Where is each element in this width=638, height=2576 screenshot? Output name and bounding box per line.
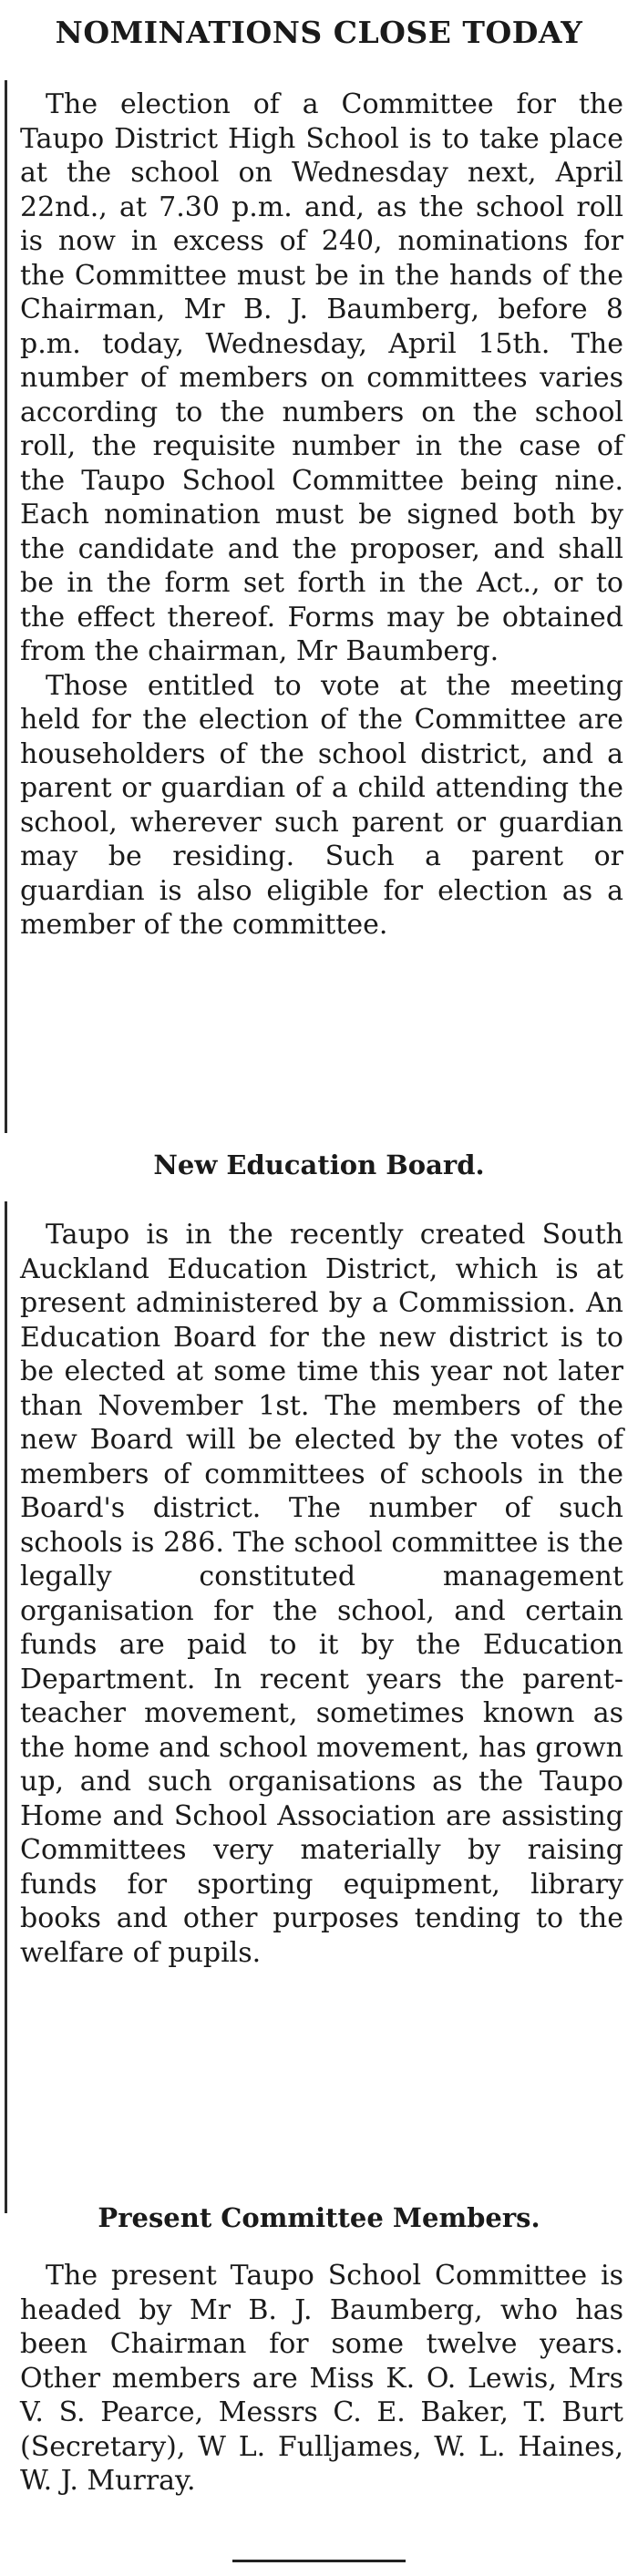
column-rule-education-board (5, 1201, 7, 2213)
intro-paragraph-1: The election of a Committee for the Taupo District High School is to take place at the school on Wednesday next, April 22nd., at 7.30 p.m. and, as the school roll is now in excess of 240, nominations for the Committee must be in the hands of the Chairman, Mr B. J. Baumberg, before 8 p.m. today, Wednesday, April 15th. The number of members on committees varies according to the numbers on the school roll, the requisite number in the case of the Taupo School Committee being nine. Each nomination must be signed both by the candidate and the proposer, and shall be in the form set forth in the Act., or to the effect thereof. Forms may be obtained from the chairman, Mr Baumberg. (20, 88, 623, 667)
column-rule-intro (5, 80, 7, 1133)
committee-members-paragraph: The present Taupo School Committee is headed by Mr B. J. Baumberg, who has been Chairman for some twelve years. Other members are Miss K. O. Lewis, Mrs V. S. Pearce, Messrs C. E. Baker, T. Burt (Secretary), W L. Fulljames, W. L. Haines, W. J. Murray. (20, 2260, 623, 2497)
headline: NOMINATIONS CLOSE TODAY (55, 15, 583, 50)
section-heading-education-board: New Education Board. (153, 1149, 485, 1180)
end-rule (232, 2560, 406, 2562)
section-heading-committee-members: Present Committee Members. (98, 2202, 540, 2233)
education-board-paragraph: Taupo is in the recently created South Auckland Education District, which is at present administered by a Commission. An Education Board for the new district is to be elected at some time this year not later than November 1st. The members of the new Board will be elected by the votes of members of committees of schools in the Board's district. The number of such schools is 286. The school committee is the legally constituted management organisation for the school, and certain funds are paid to it by the Education Department. In recent years the parent-teacher movement, sometimes known as the home and school movement, has grown up, and such organisations as the Taupo Home and School Association are assisting Committees very materially by raising funds for sporting equipment, library books and other purposes tending to the welfare of pupils. (20, 1219, 623, 1969)
intro-section (20, 88, 623, 943)
intro-paragraph-2: Those entitled to vote at the meeting held for the election of the Committee are householders of the school district, and a parent or guardian of a child attending the school, wherever such parent or guardian may be residing. Such a parent or guardian is also eligible for election as a member of the committee. (20, 669, 623, 941)
education-board-section (20, 1218, 623, 1970)
committee-members-section (20, 2259, 623, 2499)
